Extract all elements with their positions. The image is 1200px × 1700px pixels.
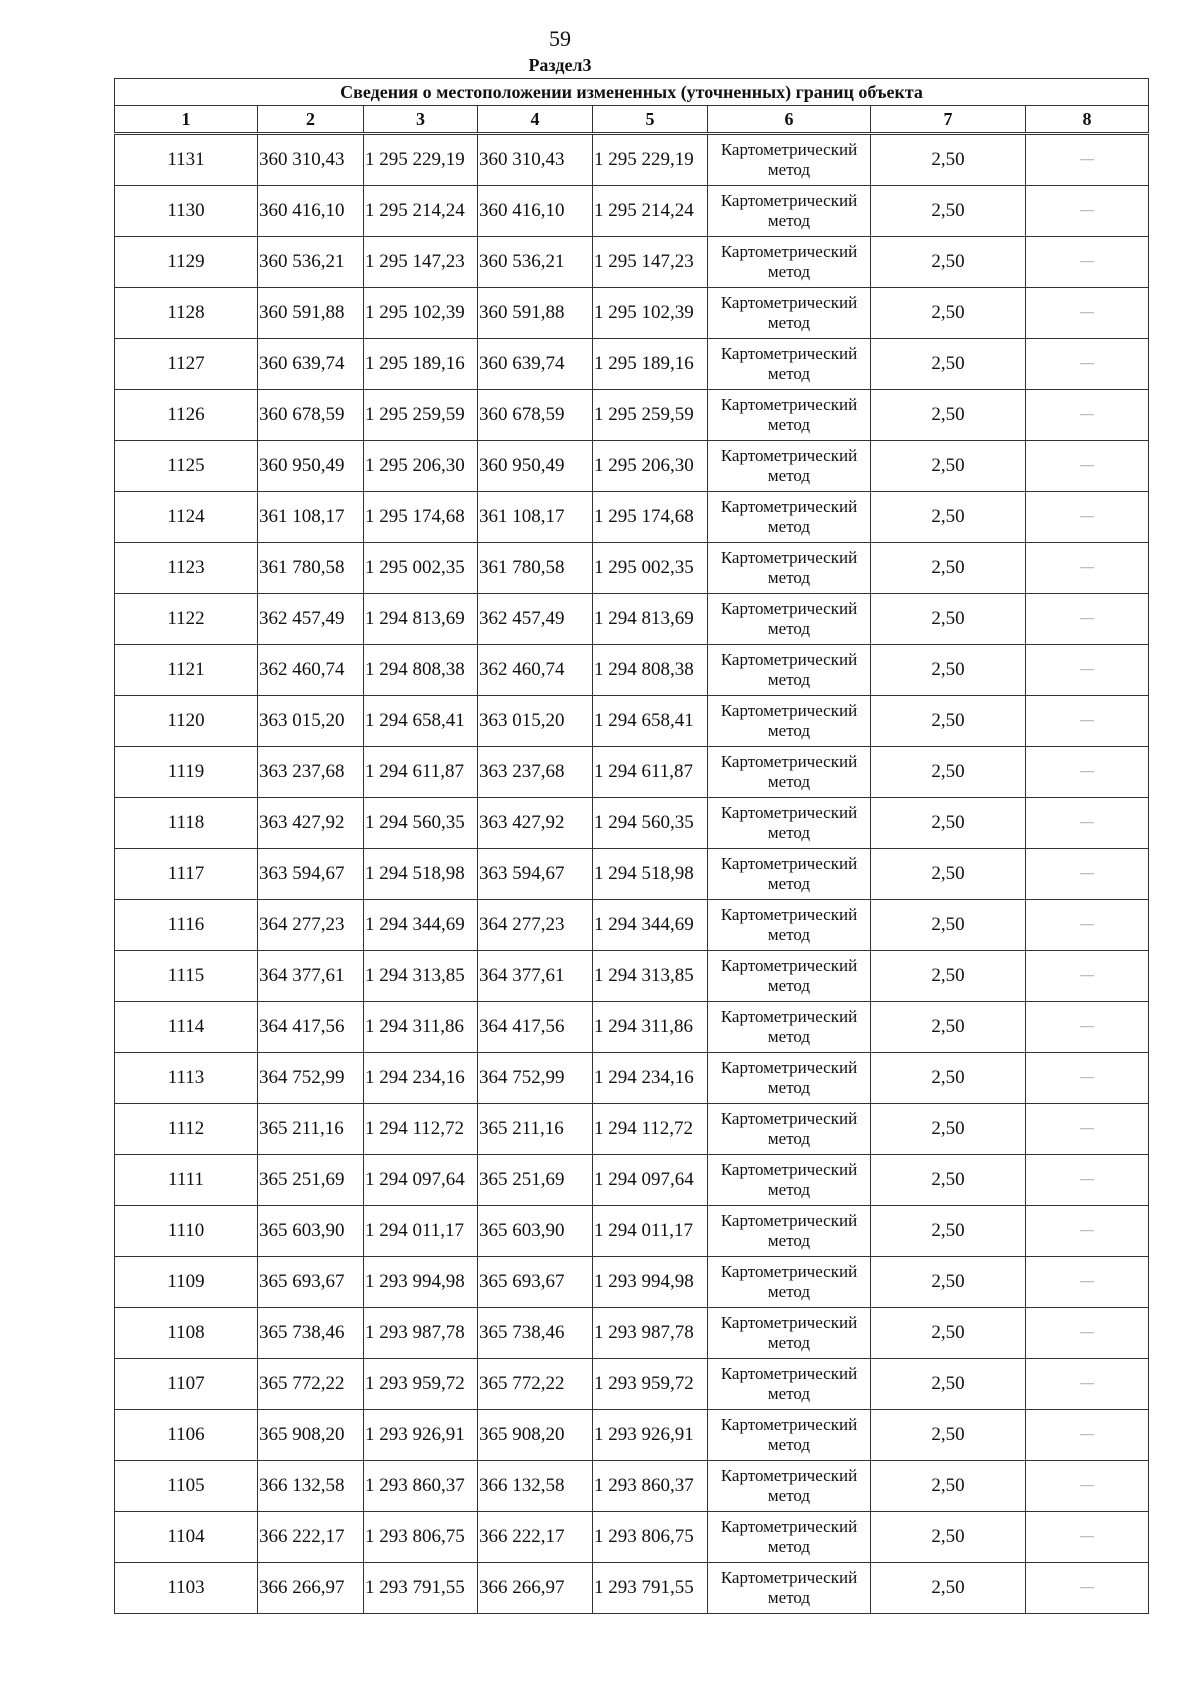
point-number-cell: 1120: [115, 696, 258, 747]
method-cell: Картометрический метод: [708, 849, 871, 900]
y-coordinate-cell: 1 293 959,72: [364, 1359, 478, 1410]
y-new-cell: 1 295 229,19: [593, 134, 708, 186]
x-coordinate-cell: 364 417,56: [258, 1002, 364, 1053]
table-row: [115, 849, 1149, 900]
x-new-cell: 361 108,17: [478, 492, 593, 543]
x-coordinate-cell: 365 603,90: [258, 1206, 364, 1257]
x-coordinate-cell: 366 266,97: [258, 1563, 364, 1614]
point-number-cell: 1125: [115, 441, 258, 492]
description-cell: —: [1026, 1053, 1149, 1104]
description-cell: —: [1026, 1206, 1149, 1257]
y-coordinate-cell: 1 295 002,35: [364, 543, 478, 594]
y-coordinate-cell: 1 294 112,72: [364, 1104, 478, 1155]
y-new-cell: 1 295 189,16: [593, 339, 708, 390]
x-coordinate-cell: 364 377,61: [258, 951, 364, 1002]
y-coordinate-cell: 1 295 259,59: [364, 390, 478, 441]
table-row: [115, 339, 1149, 390]
accuracy-cell: 2,50: [871, 1512, 1026, 1563]
method-cell: Картометрический метод: [708, 747, 871, 798]
x-new-cell: 365 772,22: [478, 1359, 593, 1410]
point-number-cell: 1118: [115, 798, 258, 849]
y-coordinate-cell: 1 294 011,17: [364, 1206, 478, 1257]
table-row: [115, 594, 1149, 645]
x-coordinate-cell: 363 015,20: [258, 696, 364, 747]
table-row: [115, 1563, 1149, 1614]
y-new-cell: 1 294 518,98: [593, 849, 708, 900]
description-cell: —: [1026, 1002, 1149, 1053]
method-cell: Картометрический метод: [708, 900, 871, 951]
y-new-cell: 1 294 344,69: [593, 900, 708, 951]
x-new-cell: 363 427,92: [478, 798, 593, 849]
y-new-cell: 1 295 002,35: [593, 543, 708, 594]
x-coordinate-cell: 360 536,21: [258, 237, 364, 288]
x-new-cell: 361 780,58: [478, 543, 593, 594]
x-new-cell: 363 237,68: [478, 747, 593, 798]
point-number-cell: 1124: [115, 492, 258, 543]
description-cell: —: [1026, 390, 1149, 441]
column-number: 1: [115, 106, 258, 134]
accuracy-cell: 2,50: [871, 594, 1026, 645]
x-new-cell: 365 603,90: [478, 1206, 593, 1257]
method-cell: Картометрический метод: [708, 390, 871, 441]
point-number-cell: 1103: [115, 1563, 258, 1614]
table-row: [115, 1002, 1149, 1053]
accuracy-cell: 2,50: [871, 696, 1026, 747]
accuracy-cell: 2,50: [871, 1155, 1026, 1206]
accuracy-cell: 2,50: [871, 747, 1026, 798]
table-row: [115, 1053, 1149, 1104]
method-cell: Картометрический метод: [708, 288, 871, 339]
method-cell: Картометрический метод: [708, 1155, 871, 1206]
table-row: [115, 1512, 1149, 1563]
x-coordinate-cell: 365 251,69: [258, 1155, 364, 1206]
method-cell: Картометрический метод: [708, 1359, 871, 1410]
y-new-cell: 1 295 206,30: [593, 441, 708, 492]
accuracy-cell: 2,50: [871, 288, 1026, 339]
description-cell: —: [1026, 1308, 1149, 1359]
point-number-cell: 1122: [115, 594, 258, 645]
y-coordinate-cell: 1 295 189,16: [364, 339, 478, 390]
y-new-cell: 1 294 112,72: [593, 1104, 708, 1155]
method-cell: Картометрический метод: [708, 134, 871, 186]
x-coordinate-cell: 366 222,17: [258, 1512, 364, 1563]
x-new-cell: 363 594,67: [478, 849, 593, 900]
accuracy-cell: 2,50: [871, 1563, 1026, 1614]
x-new-cell: 364 417,56: [478, 1002, 593, 1053]
y-new-cell: 1 294 011,17: [593, 1206, 708, 1257]
accuracy-cell: 2,50: [871, 186, 1026, 237]
y-new-cell: 1 293 926,91: [593, 1410, 708, 1461]
accuracy-cell: 2,50: [871, 441, 1026, 492]
y-coordinate-cell: 1 294 097,64: [364, 1155, 478, 1206]
description-cell: —: [1026, 1155, 1149, 1206]
description-cell: —: [1026, 288, 1149, 339]
x-coordinate-cell: 365 693,67: [258, 1257, 364, 1308]
description-cell: —: [1026, 645, 1149, 696]
description-cell: —: [1026, 492, 1149, 543]
table-caption: Сведения о местоположении измененных (уточненных) границ объекта: [115, 79, 1149, 106]
accuracy-cell: 2,50: [871, 492, 1026, 543]
point-number-cell: 1115: [115, 951, 258, 1002]
point-number-cell: 1105: [115, 1461, 258, 1512]
x-new-cell: 364 752,99: [478, 1053, 593, 1104]
method-cell: Картометрический метод: [708, 696, 871, 747]
y-coordinate-cell: 1 293 806,75: [364, 1512, 478, 1563]
y-coordinate-cell: 1 293 987,78: [364, 1308, 478, 1359]
x-coordinate-cell: 360 950,49: [258, 441, 364, 492]
y-coordinate-cell: 1 295 229,19: [364, 134, 478, 186]
x-coordinate-cell: 365 908,20: [258, 1410, 364, 1461]
x-new-cell: 366 222,17: [478, 1512, 593, 1563]
x-new-cell: 360 950,49: [478, 441, 593, 492]
description-cell: —: [1026, 849, 1149, 900]
x-coordinate-cell: 360 678,59: [258, 390, 364, 441]
method-cell: Картометрический метод: [708, 1410, 871, 1461]
column-number: 5: [593, 106, 708, 134]
y-coordinate-cell: 1 294 518,98: [364, 849, 478, 900]
point-number-cell: 1117: [115, 849, 258, 900]
y-new-cell: 1 295 259,59: [593, 390, 708, 441]
accuracy-cell: 2,50: [871, 543, 1026, 594]
y-new-cell: 1 294 813,69: [593, 594, 708, 645]
x-new-cell: 365 693,67: [478, 1257, 593, 1308]
column-number: 7: [871, 106, 1026, 134]
y-new-cell: 1 293 806,75: [593, 1512, 708, 1563]
x-new-cell: 365 738,46: [478, 1308, 593, 1359]
accuracy-cell: 2,50: [871, 1410, 1026, 1461]
description-cell: —: [1026, 186, 1149, 237]
point-number-cell: 1131: [115, 134, 258, 186]
y-coordinate-cell: 1 294 813,69: [364, 594, 478, 645]
point-number-cell: 1126: [115, 390, 258, 441]
method-cell: Картометрический метод: [708, 594, 871, 645]
column-number: 6: [708, 106, 871, 134]
description-cell: —: [1026, 747, 1149, 798]
y-new-cell: 1 294 311,86: [593, 1002, 708, 1053]
x-coordinate-cell: 361 780,58: [258, 543, 364, 594]
accuracy-cell: 2,50: [871, 1257, 1026, 1308]
table-row: [115, 186, 1149, 237]
method-cell: Картометрический метод: [708, 1461, 871, 1512]
method-cell: Картометрический метод: [708, 186, 871, 237]
table-row: [115, 237, 1149, 288]
description-cell: —: [1026, 1359, 1149, 1410]
x-new-cell: 364 277,23: [478, 900, 593, 951]
method-cell: Картометрический метод: [708, 1104, 871, 1155]
accuracy-cell: 2,50: [871, 798, 1026, 849]
point-number-cell: 1104: [115, 1512, 258, 1563]
column-number: 3: [364, 106, 478, 134]
y-coordinate-cell: 1 295 147,23: [364, 237, 478, 288]
description-cell: —: [1026, 1461, 1149, 1512]
coordinates-table: [114, 78, 1149, 1614]
y-coordinate-cell: 1 294 313,85: [364, 951, 478, 1002]
x-new-cell: 362 457,49: [478, 594, 593, 645]
description-cell: —: [1026, 594, 1149, 645]
y-coordinate-cell: 1 294 311,86: [364, 1002, 478, 1053]
y-new-cell: 1 295 174,68: [593, 492, 708, 543]
page-number: 59: [549, 26, 571, 51]
method-cell: Картометрический метод: [708, 1002, 871, 1053]
description-cell: —: [1026, 543, 1149, 594]
y-coordinate-cell: 1 295 174,68: [364, 492, 478, 543]
y-new-cell: 1 294 808,38: [593, 645, 708, 696]
method-cell: Картометрический метод: [708, 339, 871, 390]
y-coordinate-cell: 1 295 214,24: [364, 186, 478, 237]
x-coordinate-cell: 363 427,92: [258, 798, 364, 849]
x-new-cell: 360 591,88: [478, 288, 593, 339]
x-new-cell: 360 639,74: [478, 339, 593, 390]
method-cell: Картометрический метод: [708, 1053, 871, 1104]
y-new-cell: 1 294 611,87: [593, 747, 708, 798]
x-coordinate-cell: 363 594,67: [258, 849, 364, 900]
description-cell: —: [1026, 1104, 1149, 1155]
y-coordinate-cell: 1 294 611,87: [364, 747, 478, 798]
method-cell: Картометрический метод: [708, 798, 871, 849]
table-row: [115, 1308, 1149, 1359]
table-row: [115, 134, 1149, 186]
method-cell: Картометрический метод: [708, 1512, 871, 1563]
y-coordinate-cell: 1 295 206,30: [364, 441, 478, 492]
accuracy-cell: 2,50: [871, 951, 1026, 1002]
x-new-cell: 365 211,16: [478, 1104, 593, 1155]
y-new-cell: 1 295 147,23: [593, 237, 708, 288]
method-cell: Картометрический метод: [708, 1206, 871, 1257]
point-number-cell: 1121: [115, 645, 258, 696]
x-coordinate-cell: 363 237,68: [258, 747, 364, 798]
accuracy-cell: 2,50: [871, 1206, 1026, 1257]
accuracy-cell: 2,50: [871, 900, 1026, 951]
method-cell: Картометрический метод: [708, 441, 871, 492]
x-coordinate-cell: 365 211,16: [258, 1104, 364, 1155]
x-coordinate-cell: 366 132,58: [258, 1461, 364, 1512]
accuracy-cell: 2,50: [871, 390, 1026, 441]
x-new-cell: 362 460,74: [478, 645, 593, 696]
column-number: 8: [1026, 106, 1149, 134]
table-row: [115, 696, 1149, 747]
description-cell: —: [1026, 1257, 1149, 1308]
x-new-cell: 365 908,20: [478, 1410, 593, 1461]
point-number-cell: 1130: [115, 186, 258, 237]
accuracy-cell: 2,50: [871, 849, 1026, 900]
accuracy-cell: 2,50: [871, 1308, 1026, 1359]
table-row: [115, 900, 1149, 951]
x-coordinate-cell: 361 108,17: [258, 492, 364, 543]
accuracy-cell: 2,50: [871, 1104, 1026, 1155]
description-cell: —: [1026, 951, 1149, 1002]
y-coordinate-cell: 1 293 860,37: [364, 1461, 478, 1512]
y-new-cell: 1 293 860,37: [593, 1461, 708, 1512]
point-number-cell: 1108: [115, 1308, 258, 1359]
table-row: [115, 1104, 1149, 1155]
x-new-cell: 363 015,20: [478, 696, 593, 747]
accuracy-cell: 2,50: [871, 134, 1026, 186]
table-body: [115, 134, 1149, 1614]
table-row: [115, 645, 1149, 696]
method-cell: Картометрический метод: [708, 237, 871, 288]
table-row: [115, 1461, 1149, 1512]
description-cell: —: [1026, 134, 1149, 186]
table-row: [115, 543, 1149, 594]
y-coordinate-cell: 1 293 926,91: [364, 1410, 478, 1461]
point-number-cell: 1129: [115, 237, 258, 288]
accuracy-cell: 2,50: [871, 1053, 1026, 1104]
table-row: [115, 747, 1149, 798]
x-coordinate-cell: 364 277,23: [258, 900, 364, 951]
x-new-cell: 360 416,10: [478, 186, 593, 237]
x-coordinate-cell: 364 752,99: [258, 1053, 364, 1104]
description-cell: —: [1026, 441, 1149, 492]
x-coordinate-cell: 365 772,22: [258, 1359, 364, 1410]
table-caption-row: [115, 79, 1149, 106]
method-cell: Картометрический метод: [708, 492, 871, 543]
y-coordinate-cell: 1 294 808,38: [364, 645, 478, 696]
description-cell: —: [1026, 696, 1149, 747]
accuracy-cell: 2,50: [871, 1002, 1026, 1053]
accuracy-cell: 2,50: [871, 1359, 1026, 1410]
y-new-cell: 1 295 102,39: [593, 288, 708, 339]
table-row: [115, 1359, 1149, 1410]
y-new-cell: 1 293 791,55: [593, 1563, 708, 1614]
point-number-cell: 1106: [115, 1410, 258, 1461]
method-cell: Картометрический метод: [708, 1257, 871, 1308]
y-new-cell: 1 295 214,24: [593, 186, 708, 237]
y-coordinate-cell: 1 294 658,41: [364, 696, 478, 747]
x-new-cell: 364 377,61: [478, 951, 593, 1002]
description-cell: —: [1026, 1512, 1149, 1563]
point-number-cell: 1111: [115, 1155, 258, 1206]
point-number-cell: 1128: [115, 288, 258, 339]
x-new-cell: 360 310,43: [478, 134, 593, 186]
point-number-cell: 1112: [115, 1104, 258, 1155]
point-number-cell: 1114: [115, 1002, 258, 1053]
section-title: Раздел3: [528, 55, 592, 75]
point-number-cell: 1113: [115, 1053, 258, 1104]
table-row: [115, 798, 1149, 849]
x-coordinate-cell: 362 457,49: [258, 594, 364, 645]
column-number: 4: [478, 106, 593, 134]
accuracy-cell: 2,50: [871, 237, 1026, 288]
point-number-cell: 1123: [115, 543, 258, 594]
x-new-cell: 360 536,21: [478, 237, 593, 288]
x-new-cell: 360 678,59: [478, 390, 593, 441]
point-number-cell: 1116: [115, 900, 258, 951]
description-cell: —: [1026, 1563, 1149, 1614]
x-new-cell: 366 266,97: [478, 1563, 593, 1614]
table-row: [115, 441, 1149, 492]
method-cell: Картометрический метод: [708, 951, 871, 1002]
y-new-cell: 1 294 560,35: [593, 798, 708, 849]
y-coordinate-cell: 1 294 344,69: [364, 900, 478, 951]
x-new-cell: 366 132,58: [478, 1461, 593, 1512]
table-row: [115, 1206, 1149, 1257]
point-number-cell: 1109: [115, 1257, 258, 1308]
point-number-cell: 1110: [115, 1206, 258, 1257]
description-cell: —: [1026, 1410, 1149, 1461]
description-cell: —: [1026, 237, 1149, 288]
column-number: 2: [258, 106, 364, 134]
y-coordinate-cell: 1 293 994,98: [364, 1257, 478, 1308]
y-new-cell: 1 293 994,98: [593, 1257, 708, 1308]
y-new-cell: 1 294 097,64: [593, 1155, 708, 1206]
x-coordinate-cell: 360 416,10: [258, 186, 364, 237]
point-number-cell: 1107: [115, 1359, 258, 1410]
point-number-cell: 1119: [115, 747, 258, 798]
x-coordinate-cell: 365 738,46: [258, 1308, 364, 1359]
y-coordinate-cell: 1 293 791,55: [364, 1563, 478, 1614]
y-coordinate-cell: 1 294 560,35: [364, 798, 478, 849]
table-row: [115, 390, 1149, 441]
description-cell: —: [1026, 798, 1149, 849]
accuracy-cell: 2,50: [871, 339, 1026, 390]
y-new-cell: 1 294 313,85: [593, 951, 708, 1002]
table-row: [115, 492, 1149, 543]
table-row: [115, 1155, 1149, 1206]
accuracy-cell: 2,50: [871, 1461, 1026, 1512]
point-number-cell: 1127: [115, 339, 258, 390]
method-cell: Картометрический метод: [708, 1308, 871, 1359]
method-cell: Картометрический метод: [708, 1563, 871, 1614]
method-cell: Картометрический метод: [708, 645, 871, 696]
y-new-cell: 1 293 959,72: [593, 1359, 708, 1410]
table-row: [115, 1257, 1149, 1308]
description-cell: —: [1026, 339, 1149, 390]
y-coordinate-cell: 1 295 102,39: [364, 288, 478, 339]
x-new-cell: 365 251,69: [478, 1155, 593, 1206]
y-coordinate-cell: 1 294 234,16: [364, 1053, 478, 1104]
x-coordinate-cell: 360 310,43: [258, 134, 364, 186]
x-coordinate-cell: 360 591,88: [258, 288, 364, 339]
y-new-cell: 1 293 987,78: [593, 1308, 708, 1359]
y-new-cell: 1 294 234,16: [593, 1053, 708, 1104]
y-new-cell: 1 294 658,41: [593, 696, 708, 747]
column-number-row: [115, 106, 1149, 134]
table-row: [115, 288, 1149, 339]
table-row: [115, 951, 1149, 1002]
accuracy-cell: 2,50: [871, 645, 1026, 696]
x-coordinate-cell: 360 639,74: [258, 339, 364, 390]
description-cell: —: [1026, 900, 1149, 951]
x-coordinate-cell: 362 460,74: [258, 645, 364, 696]
table-row: [115, 1410, 1149, 1461]
method-cell: Картометрический метод: [708, 543, 871, 594]
